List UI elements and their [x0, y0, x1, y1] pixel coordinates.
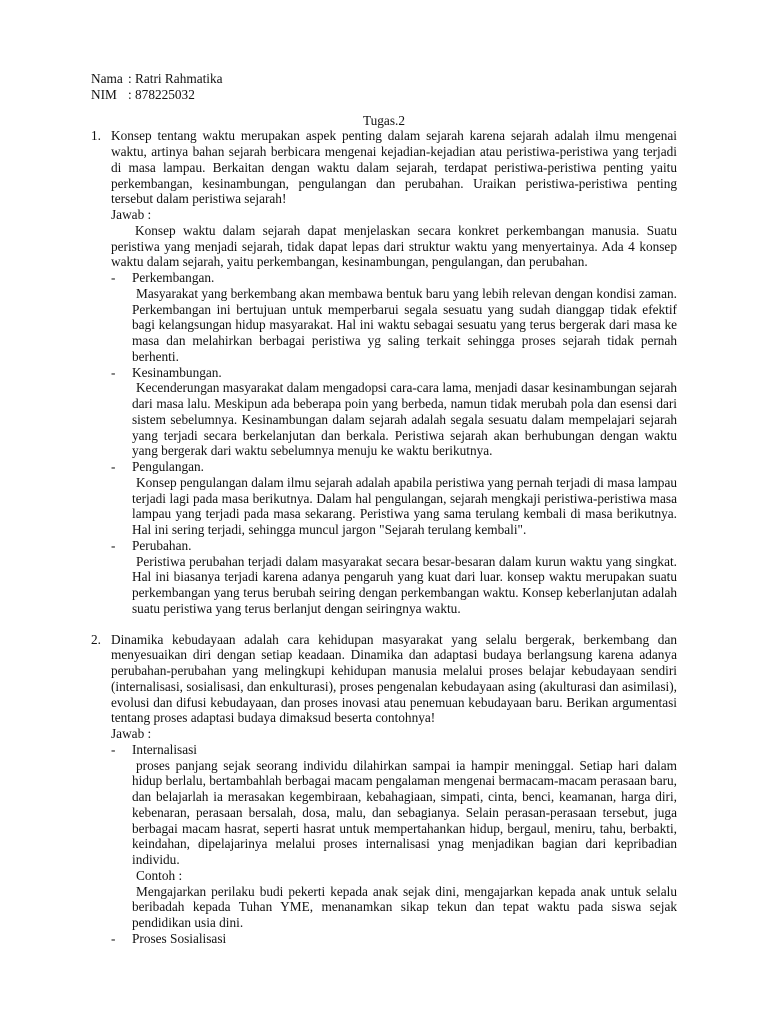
- contoh-body: Mengajarkan perilaku budi pekerti kepada anak sejak dini, mengajarkan kepada anak untuk selalu beribadah kepada Tuhan YME, menanamkan sikap tekun dan tepat waktu pada siswa sejak pendidikan usia dini.: [132, 883, 677, 930]
- answer-item-perubahan: [111, 538, 677, 617]
- answer-item-title: Proses Sosialisasi: [132, 930, 227, 946]
- answer-item-body: Masyarakat yang berkembang akan membawa bentuk baru yang lebih relevan dengan kondisi zaman. Perkembangan ini bertujuan untuk memperbarui segala sesuatu yang sudah dianggap tidak efektif bagi kelangsungan hidup masyarakat. Hal ini waktu sebagai sesuatu yang terus bergerak dari masa ke masa dan melahirkan berbagai peristiwa yg saling terkait sehingga proses sejarah tidak pernah berhenti.: [132, 285, 677, 364]
- name-label: Nama: [91, 71, 123, 86]
- answer-item-body: Peristiwa perubahan terjadi dalam masyarakat secara besar-besaran dalam kurun waktu yang singkat. Hal ini biasanya terjadi karena adanya pengaruh yang kuat dari luar. konsep waktu merupakan suatu perkembangan yang terus berubah seiring dengan perkembangan waktu. Konsep keberlanjutan adalah suatu peristiwa yang terus berlanjut dengan seiringnya waktu.: [132, 553, 677, 616]
- answer-item-body: proses panjang sejak seorang individu dilahirkan sampai ia hampir meninggal. Setiap hari dalam hidup berlalu, bertambahlah berbagai macam pengalaman mengenai bermacam-macam perasaan baru, dan belajarlah ia merasakan kegembiraan, kebahagiaan, simpati, cinta, benci, keamanan, harga diri, kebenaran, perasaan bersalah, dosa, malu, dan sebagianya. Selain perasan-perasaan tersebut, juga berbagai macam hasrat, seperti hasrat untuk mempertahankan hidup, bergaul, meniru, tahu, berbakti, keindahan, dipelajarinya melalui proses internalisasi ynag menjadikan bagian dari kepribadian individu.: [132, 757, 677, 867]
- bullet-dash: -: [111, 459, 116, 474]
- section-spacer: [91, 617, 677, 632]
- question-2-number: 2.: [91, 631, 101, 647]
- answer-item-title: Kesinambungan.: [132, 364, 222, 380]
- name-row: [91, 71, 677, 87]
- bullet-dash: -: [111, 364, 116, 380]
- answer-item-kesinambungan: [111, 365, 677, 460]
- answer-item-body: Konsep pengulangan dalam ilmu sejarah adalah apabila peristiwa yang pernah terjadi di masa lampau terjadi lagi pada masa berikutnya. Dalam hal pengulangan, sejarah mengkaji peristiwa-peristiwa masa lampau yang terjadi pada masa sekarang. Peristiwa yang sama terulang kembali di masa berikutnya. Hal ini sering terjadi, sehingga muncul jargon "Sejarah terulang kembali".: [132, 474, 677, 537]
- bullet-dash: -: [111, 270, 116, 285]
- nim-label: NIM: [91, 86, 117, 102]
- answer-item-perkembangan: [111, 270, 677, 365]
- answer-item-pengulangan: [111, 459, 677, 538]
- nim-value: : 878225032: [128, 86, 195, 102]
- answer-item-sosialisasi: [111, 931, 677, 947]
- contoh-label: Contoh :: [136, 867, 183, 883]
- bullet-dash: -: [111, 537, 116, 553]
- question-2-jawab-label: Jawab :: [111, 726, 152, 741]
- question-1-number: 1.: [91, 128, 101, 144]
- answer-item-title: Pengulangan.: [132, 459, 205, 474]
- question-1-jawab-label: Jawab :: [111, 207, 152, 222]
- answer-item-title: Perkembangan.: [132, 270, 215, 285]
- bullet-dash: -: [111, 741, 116, 757]
- document-title: Tugas.2: [362, 112, 405, 128]
- question-1-answer-intro: Konsep waktu dalam sejarah dapat menjelaskan secara konkret perkembangan manusia. Suatu peristiwa yang menjadi sejarah, tidak dapat lepas dari struktur waktu yang menyertainya. Ada 4 konsep waktu dalam sejarah, yaitu perkembangan, kesinambungan, pengulangan, dan perubahan.: [111, 222, 677, 270]
- nim-row: [91, 87, 677, 103]
- answer-item-body: Kecenderungan masyarakat dalam mengadopsi cara-cara lama, menjadi dasar kesinambungan sejarah dari masa lalu. Meskipun ada beberapa poin yang berbeda, namun tidak merubah pola dan esensi dari sistem sebelumnya. Kesinambungan dalam sejarah adalah segala sesuatu dalam mempelajari sejarah yang terjadi secara berkelanjutan dan berkala. Peristiwa sejarah akan berhubungan dengan waktu yang bergerak dari waktu sebelumnya menuju ke waktu berikutnya.: [132, 380, 677, 459]
- answer-item-title: Internalisasi: [132, 741, 197, 757]
- question-2: [91, 632, 677, 947]
- name-value: : Ratri Rahmatika: [128, 71, 223, 86]
- question-2-text: Dinamika kebudayaan adalah cara kehidupan masyarakat yang selalu bergerak, berkembang dan menyesuaikan diri dengan setiap keadaan. Dinamika dan adaptasi budaya berlangsung karena adanya perubahan-perubahan yang melingkupi kehidupan manusia melalui proses belajar kebudayaan sendiri (internalisasi, sosialisasi, dan enkulturasi), proses pengenalan kebudayaan asing (akulturasi dan asimilasi), evolusi dan difusi kebudayaan, dan proses inovasi atau penemuan kebudayaan baru. Berikan argumentasi tentang proses adaptasi budaya dimaksud beserta contohnya!: [111, 631, 677, 726]
- answer-item-title: Perubahan.: [132, 537, 192, 553]
- question-1: [91, 128, 677, 616]
- answer-item-internalisasi: [111, 742, 677, 931]
- question-1-text: Konsep tentang waktu merupakan aspek penting dalam sejarah karena sejarah adalah ilmu mengenai waktu, artinya bahan sejarah berbicara mengenai kejadian-kejadian atau peristiwa-peristiwa yang terjadi di masa lampau. Berkaitan dengan waktu dalam sejarah, terdapat peristiwa-peristiwa penting yaitu perkembangan, kesinambungan, pengulangan dan perubahan. Uraikan peristiwa-peristiwa penting tersebut dalam peristiwa sejarah!: [111, 128, 677, 207]
- bullet-dash: -: [111, 930, 116, 946]
